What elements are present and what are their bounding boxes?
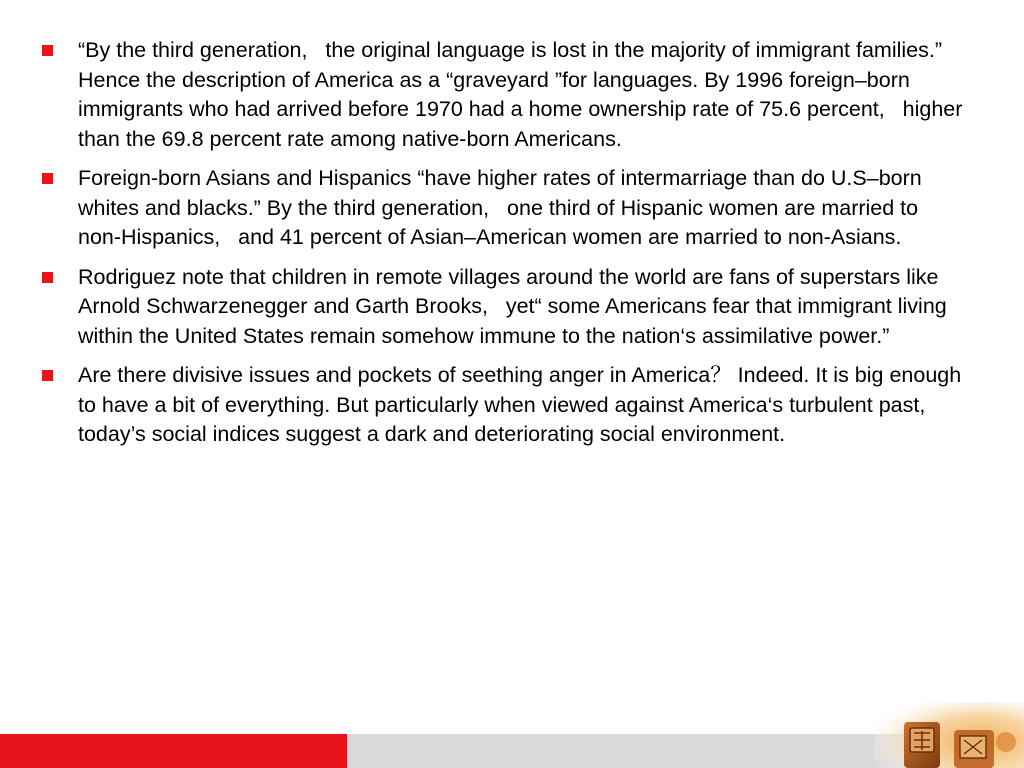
bullet-square-icon <box>42 173 53 184</box>
bullet-text: Rodriguez note that children in remote villages around the world are fans of superstars like Arnold Schwarzenegger and Garth Brooks, yet“ some Americans fear that immigrant living within the United States remain somehow immune to the nation‘s assimilative power.” <box>78 264 953 348</box>
bullet-item <box>0 164 1024 253</box>
bullet-item <box>0 36 1024 154</box>
seal-stamp-image <box>874 702 1024 768</box>
bullet-square-icon <box>42 370 53 381</box>
bullet-list <box>0 36 1024 460</box>
bullet-text: Foreign-born Asians and Hispanics “have higher rates of intermarriage than do U.S–born whites and blacks.” By the third generation, one third of Hispanic women are married to non-Hispanics, and 41 percent of Asian–American women are married to non-Asians. <box>78 166 928 249</box>
bullet-square-icon <box>42 272 53 283</box>
footer-red-band <box>0 734 347 768</box>
bullet-text: Are there divisive issues and pockets of seething anger in America？ Indeed. It is big enough to have a bit of everything. But particularly when viewed against America‘s turbulent past, today’s social indices suggest a dark and deteriorating social environment. <box>78 363 968 446</box>
bullet-text: “By the third generation, the original language is lost in the majority of immigrant families.” Hence the description of America as a “graveyard ”for languages. By 1996 foreign–born immigrants who had arrived before 1970 had a home ownership rate of 75.6 percent, higher than the 69.8 percent rate among native-born Americans. <box>78 38 969 151</box>
bullet-item <box>0 263 1024 352</box>
footer-bar <box>0 734 1024 768</box>
bullet-square-icon <box>42 45 53 56</box>
bullet-item <box>0 361 1024 450</box>
